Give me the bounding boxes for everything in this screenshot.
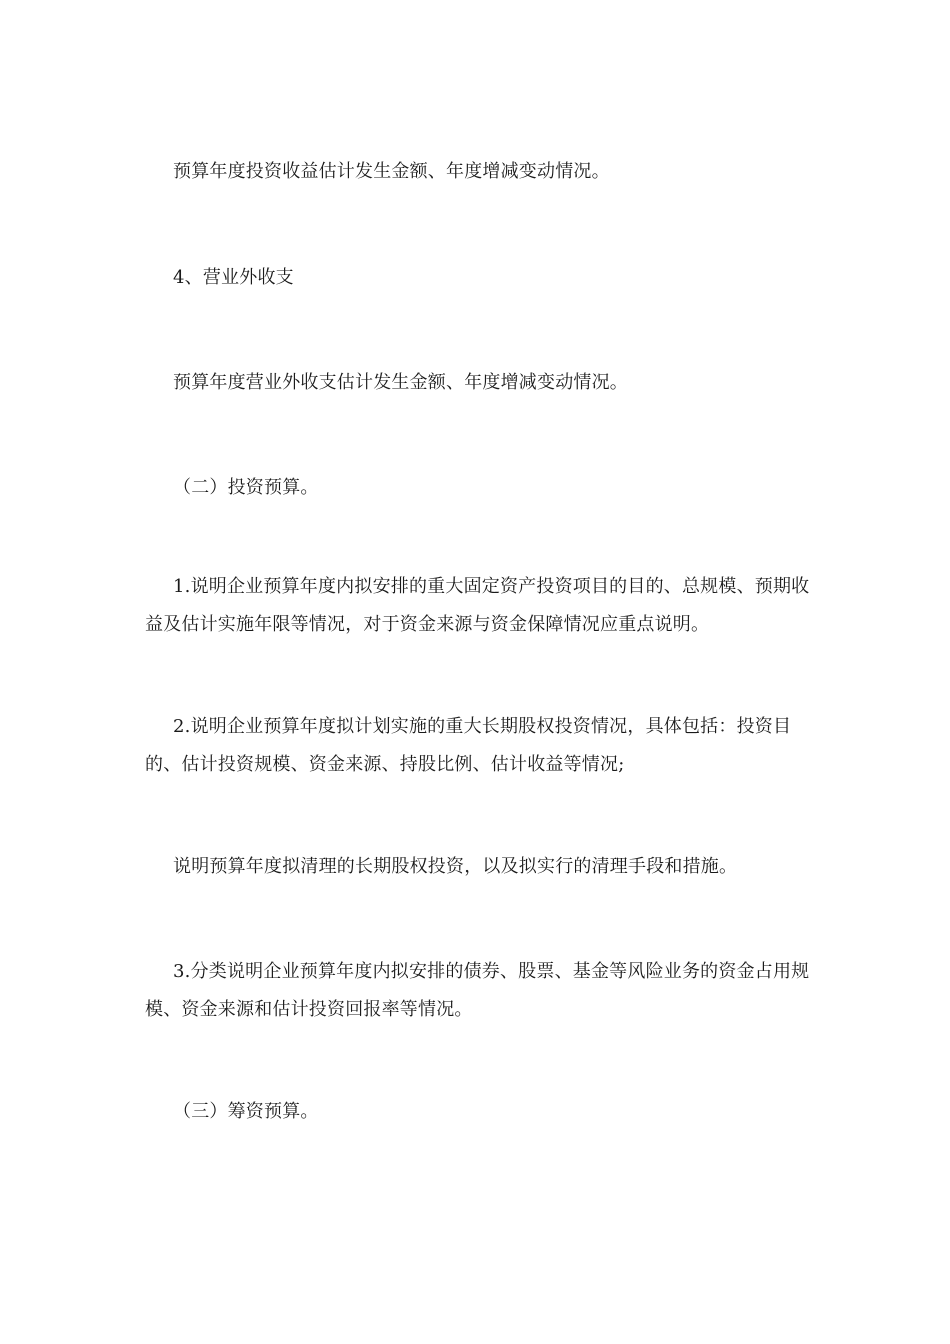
paragraph-item-3: 3.分类说明企业预算年度内拟安排的债券、股票、基金等风险业务的资金占用规模、资金来源和估计投资回报率等情况。 — [145, 961, 810, 1020]
heading-investment-budget: （二）投资预算。 — [173, 477, 319, 498]
paragraph-non-operating: 预算年度营业外收支估计发生金额、年度增减变动情况。 — [173, 372, 628, 393]
paragraph-item-1: 1.说明企业预算年度内拟安排的重大固定资产投资项目的目的、总规模、预期收益及估计实施年限等情况，对于资金来源与资金保障情况应重点说明。 — [145, 576, 810, 635]
paragraph-item-2: 2.说明企业预算年度拟计划实施的重大长期股权投资情况，具体包括：投资目的、估计投资规模、资金来源、持股比例、估计收益等情况; — [145, 716, 792, 775]
paragraph-equity-cleanup: 说明预算年度拟清理的长期股权投资，以及拟实行的清理手段和措施。 — [173, 856, 738, 877]
heading-non-operating: 4、营业外收支 — [173, 267, 294, 288]
paragraph-investment-income: 预算年度投资收益估计发生金额、年度增减变动情况。 — [173, 161, 610, 182]
heading-financing-budget: （三）筹资预算。 — [173, 1101, 319, 1122]
